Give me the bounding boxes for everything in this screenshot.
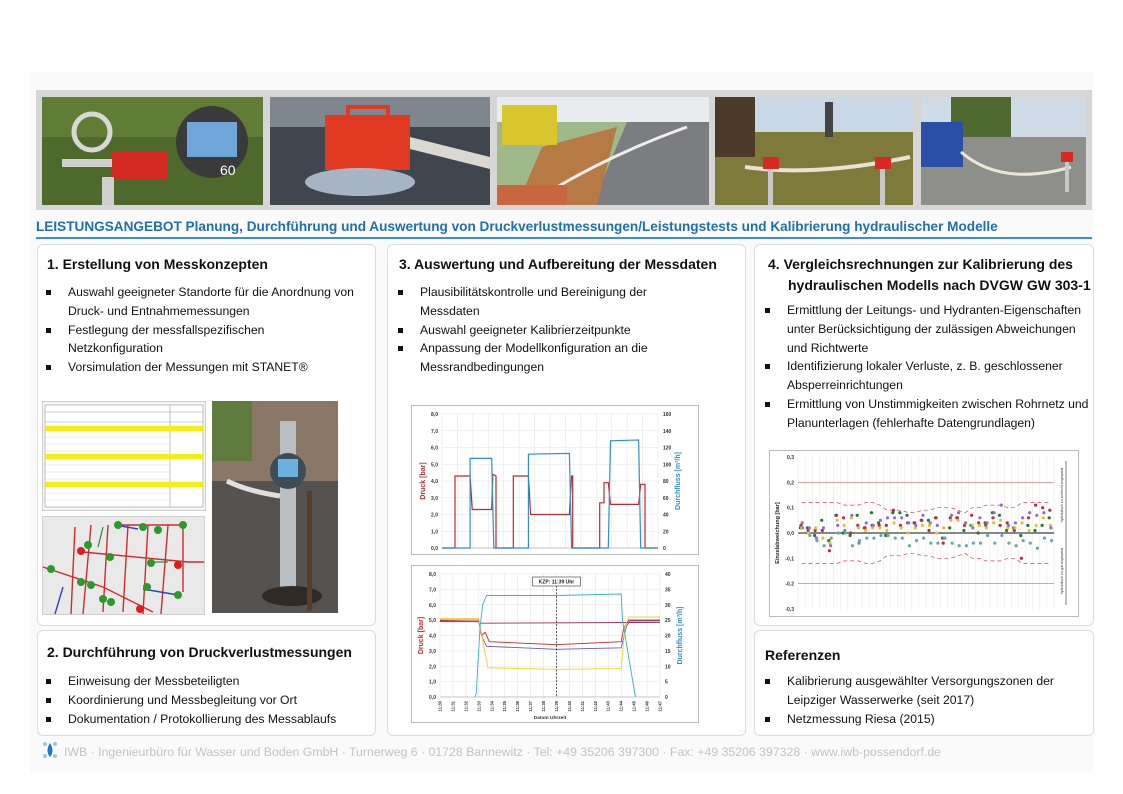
data-point: [849, 531, 852, 534]
data-point: [1029, 542, 1032, 545]
data-point: [992, 521, 995, 524]
standpipe-photo: [212, 401, 338, 613]
y2-tick-label: 0: [663, 546, 666, 552]
x-tick-label: 11:37: [528, 701, 534, 712]
list-item: Auswahl geeigneter Standorte für die Anordnung von Druck- und Entnahmemessungen: [42, 283, 362, 321]
data-point: [927, 519, 930, 522]
data-point: [901, 537, 904, 540]
list-item: Anpassung der Modellkonfiguration an die Messrandbedingungen: [394, 339, 694, 377]
data-point: [942, 542, 945, 545]
y-tick-label: 3,0: [431, 495, 438, 502]
data-point: [1035, 514, 1038, 517]
data-point: [1014, 521, 1017, 524]
x-tick-label: 11:30: [437, 701, 443, 712]
data-point: [993, 511, 996, 514]
data-point: [879, 519, 882, 522]
data-point: [815, 539, 818, 542]
data-point: [856, 514, 859, 517]
references-list: [761, 672, 1081, 728]
data-point: [977, 531, 980, 534]
data-point: [801, 526, 804, 529]
data-point: [978, 516, 981, 519]
data-point: [999, 524, 1002, 527]
section3-list: [394, 283, 694, 377]
panel-referenzen: [754, 630, 1094, 736]
data-point: [858, 539, 861, 542]
data-point: [971, 526, 974, 529]
y-axis-label: Druck [bar]: [420, 462, 427, 500]
data-point: [1000, 534, 1003, 537]
list-item: Dokumentation / Protokollierung des Messablaufs: [42, 710, 372, 729]
data-point: [886, 516, 889, 519]
y2-tick-label: 30: [665, 602, 671, 609]
data-point: [1049, 526, 1052, 529]
list-item: Einweisung der Messbeteiligten: [42, 672, 372, 691]
y2-tick-label: 120: [663, 445, 672, 452]
data-point: [948, 526, 951, 529]
data-point: [1022, 539, 1025, 542]
data-point: [958, 544, 961, 547]
data-point: [998, 514, 1001, 517]
data-point: [929, 542, 932, 545]
data-point: [936, 542, 939, 545]
data-point: [962, 529, 965, 532]
data-point: [837, 531, 840, 534]
data-point: [821, 537, 824, 540]
x-tick-label: 11:41: [579, 701, 585, 712]
data-point: [1042, 516, 1045, 519]
data-point: [857, 526, 860, 529]
data-point: [1043, 537, 1046, 540]
y2-tick-label: 25: [665, 618, 671, 625]
list-item: Vorsimulation der Messungen mit STANET®: [42, 358, 362, 377]
data-point: [872, 537, 875, 540]
y-tick-label: 8,0: [431, 412, 438, 418]
y-tick-label: 0,3: [787, 455, 794, 461]
x-tick-label: 11:45: [631, 701, 637, 712]
data-point: [985, 521, 988, 524]
y2-tick-label: 35: [665, 587, 671, 594]
data-point: [898, 511, 901, 514]
section4-list: [761, 301, 1091, 433]
data-point: [1041, 524, 1044, 527]
x-tick-label: 11:38: [541, 701, 547, 712]
y-tick-label: -0,2: [785, 581, 794, 588]
y-tick-label: 5,0: [431, 462, 438, 469]
data-point: [887, 534, 890, 537]
list-item: Ermittlung der Leitungs- und Hydranten-Eigenschaften unter Berücksichtigung der zulässigen Abweichungen und Richtwerte: [761, 301, 1091, 357]
street-hose-photo: [497, 97, 709, 205]
data-point: [828, 549, 831, 552]
data-point: [907, 521, 910, 524]
footer: [42, 741, 941, 762]
x-tick-label: 11:32: [463, 701, 469, 712]
data-point: [921, 514, 924, 517]
x-tick-label: 11:39: [553, 701, 559, 712]
y-tick-label: -0,3: [785, 607, 794, 613]
section2-list: [42, 672, 372, 728]
data-point: [801, 521, 804, 524]
data-point: [808, 526, 811, 529]
y-tick-label: 3,0: [429, 648, 436, 655]
data-point: [927, 529, 930, 532]
x-tick-label: 11:44: [618, 701, 624, 712]
list-item: Netzmessung Riesa (2015): [761, 710, 1081, 729]
x-tick-label: 11:43: [605, 701, 611, 712]
data-point: [1007, 542, 1010, 545]
data-point: [979, 542, 982, 545]
data-point: [836, 524, 839, 527]
data-point: [1019, 534, 1022, 537]
kzp-annotation-label: KZP: 11:39 Uhr: [538, 579, 575, 586]
data-point: [999, 519, 1002, 522]
section1-list: [42, 283, 362, 377]
data-point: [956, 519, 959, 522]
data-point: [900, 516, 903, 519]
data-point: [814, 526, 817, 529]
data-point: [850, 514, 853, 517]
y-tick-label: 1,0: [429, 679, 436, 686]
section1-title: 1. Erstellung von Messkonzepten: [47, 256, 268, 272]
data-point: [905, 514, 908, 517]
y2-tick-label: 100: [663, 462, 672, 469]
data-point: [892, 509, 895, 512]
data-point: [1048, 516, 1051, 519]
data-point: [851, 544, 854, 547]
data-point: [921, 524, 924, 527]
data-point: [893, 516, 896, 519]
data-point: [892, 521, 895, 524]
x-tick-label: 11:33: [476, 701, 482, 712]
data-point: [836, 519, 839, 522]
data-point: [894, 537, 897, 540]
y-tick-label: 2,0: [429, 664, 436, 671]
data-point: [813, 534, 816, 537]
data-point: [844, 531, 847, 534]
data-point: [843, 524, 846, 527]
data-point: [1013, 526, 1016, 529]
y-tick-label: 0,0: [431, 546, 438, 552]
y-tick-label: 0,1: [787, 505, 794, 512]
data-point: [1035, 524, 1038, 527]
y-tick-label: 4,0: [429, 633, 436, 640]
svg-text:60: 60: [220, 162, 236, 178]
data-point: [1036, 547, 1039, 550]
y-axis-label: Druck [bar]: [418, 616, 425, 655]
network-map: [42, 516, 205, 615]
list-item: Plausibilitätskontrolle und Bereinigung der Messdaten: [394, 283, 694, 321]
section4-title: 4. Vergleichsrechnungen zur Kalibrierung des hydraulischen Modells nach DVGW GW 303-1: [768, 256, 1091, 293]
data-point: [935, 516, 938, 519]
data-point: [885, 524, 888, 527]
data-point: [1021, 516, 1024, 519]
hydrant-meter-photo: [42, 97, 263, 205]
data-point: [872, 524, 875, 527]
y-tick-label: 7,0: [431, 428, 438, 435]
data-point: [878, 526, 881, 529]
data-point: [1041, 506, 1044, 509]
y2-tick-label: 20: [665, 633, 671, 640]
y2-tick-label: 15: [665, 648, 671, 655]
y-tick-label: 0,0: [429, 695, 436, 701]
x-tick-label: 11:46: [644, 701, 650, 712]
data-point: [820, 519, 823, 522]
x-tick-label: 11:34: [489, 701, 495, 712]
references-title: Referenzen: [765, 647, 841, 663]
y-tick-label: 1,0: [431, 529, 438, 536]
right-label-bottom: hydraulisch zu gut angepasst: [1060, 547, 1064, 595]
x-tick-label: 11:35: [502, 701, 508, 712]
y-tick-label: 0,2: [787, 480, 794, 487]
data-point: [908, 544, 911, 547]
y2-tick-label: 40: [663, 512, 669, 519]
data-point: [1015, 544, 1018, 547]
pressure-flow-chart-1: [411, 405, 699, 555]
y-tick-label: -0,1: [785, 556, 794, 563]
data-point: [823, 544, 826, 547]
data-point: [929, 521, 932, 524]
y-tick-label: 8,0: [429, 572, 436, 578]
water-outflow-photo: [270, 97, 490, 205]
x-tick-label: 11:42: [592, 701, 598, 712]
data-point: [978, 524, 981, 527]
panel-druckverlustmessungen: [37, 630, 376, 736]
data-point: [943, 537, 946, 540]
data-point: [991, 516, 994, 519]
data-point: [879, 534, 882, 537]
data-point: [1048, 509, 1051, 512]
data-point: [835, 514, 838, 517]
data-point: [986, 534, 989, 537]
data-point: [1028, 529, 1031, 532]
data-point: [1027, 516, 1030, 519]
data-point: [829, 544, 832, 547]
data-point: [885, 529, 888, 532]
data-point: [936, 524, 939, 527]
y2-tick-label: 5: [665, 679, 668, 686]
data-point: [949, 519, 952, 522]
y2-tick-label: 140: [663, 428, 672, 435]
data-point: [900, 526, 903, 529]
data-point: [830, 537, 833, 540]
data-point: [865, 537, 868, 540]
list-item: Kalibrierung ausgewählter Versorgungszonen der Leipziger Wasserwerke (seit 2017): [761, 672, 1081, 710]
y2-tick-label: 40: [665, 572, 671, 578]
data-point: [950, 514, 953, 517]
series-line-druck-1: [440, 620, 660, 645]
list-item: Ermittlung von Unstimmigkeiten zwischen Rohrnetz und Planunterlagen (fehlerhafte Datengrundlagen): [761, 395, 1091, 433]
section2-title: 2. Durchführung von Druckverlustmessungen: [47, 644, 352, 660]
y2-tick-label: 80: [663, 479, 669, 485]
data-point: [1000, 504, 1003, 507]
data-point: [1020, 521, 1023, 524]
data-point: [822, 526, 825, 529]
data-point: [1050, 539, 1053, 542]
data-point: [1007, 524, 1010, 527]
data-point: [1020, 557, 1023, 560]
data-point: [957, 511, 960, 514]
data-point: [842, 516, 845, 519]
pressure-flow-chart-2: [411, 565, 699, 723]
right-label-top: hydraulisch zu schlecht angepasst: [1060, 467, 1064, 523]
y2-tick-label: 160: [663, 412, 672, 418]
y-tick-label: 0,0: [787, 531, 794, 537]
park-hydrants-photo: [715, 97, 913, 205]
data-point: [985, 526, 988, 529]
deviation-scatter-chart: [769, 450, 1079, 617]
x-tick-label: 11:47: [657, 701, 663, 712]
x-tick-label: 11:36: [515, 701, 521, 712]
data-point: [972, 542, 975, 545]
footer-contact-text: IWB · Ingenieurbüro für Wasser und Boden GmbH · Turnerweg 6 · 01728 Bannewitz · Tel: +49 35206 397300 · Fax: +49 35206 397328 · www.iwb-possendorf.de: [64, 744, 941, 759]
data-point: [914, 524, 917, 527]
data-point: [965, 544, 968, 547]
y-tick-label: 6,0: [431, 445, 438, 452]
data-point: [951, 542, 954, 545]
y-axis-label: Einzelabweichung [bar]: [775, 502, 781, 564]
list-item: Auswahl geeigneter Kalibrierzeitpunkte: [394, 321, 694, 340]
list-item: Identifizierung lokaler Verluste, z. B. geschlossener Absperreinrichtungen: [761, 357, 1091, 395]
data-point: [864, 529, 867, 532]
x-axis-label: Datum Uhrzeit: [533, 716, 567, 721]
y-tick-label: 4,0: [431, 479, 438, 485]
y-tick-label: 6,0: [429, 602, 436, 609]
y2-axis-label: Durchfluss [m³/h]: [677, 606, 684, 665]
y2-tick-label: 60: [663, 495, 669, 502]
data-point: [942, 526, 945, 529]
y-tick-label: 2,0: [431, 512, 438, 519]
y-tick-label: 7,0: [429, 587, 436, 594]
data-point: [920, 519, 923, 522]
offer-title-banner: LEISTUNGSANGEBOT Planung, Durchführung und Auswertung von Druckverlustmessungen/Leistungstests und Kalibrierung hydraulischer Modelle: [36, 217, 1092, 239]
data-point: [870, 511, 873, 514]
section3-title: 3. Auswertung und Aufbereitung der Messdaten: [399, 256, 717, 272]
data-point: [808, 534, 811, 537]
y2-axis-label: Durchfluss [m³/h]: [675, 452, 682, 510]
measurement-protocol-table: [42, 401, 206, 511]
data-point: [865, 521, 868, 524]
list-item: Festlegung der messfallspezifischen Netzkonfiguration: [42, 321, 362, 359]
data-point: [1026, 524, 1029, 527]
x-tick-label: 11:31: [450, 701, 456, 712]
data-point: [993, 542, 996, 545]
data-point: [1042, 511, 1045, 514]
data-point: [907, 531, 910, 534]
data-point: [1033, 529, 1036, 532]
data-point: [964, 521, 967, 524]
y2-tick-label: 0: [665, 695, 668, 701]
y2-tick-label: 20: [663, 529, 669, 536]
data-point: [935, 531, 938, 534]
data-point: [970, 514, 973, 517]
data-point: [922, 537, 925, 540]
van-hydrant-photo: [921, 97, 1086, 205]
list-item: Koordinierung und Messbegleitung vor Ort: [42, 691, 372, 710]
y-tick-label: 5,0: [429, 618, 436, 625]
water-drop-logo-icon: [42, 741, 58, 762]
data-point: [1034, 504, 1037, 507]
data-point: [915, 539, 918, 542]
x-tick-label: 11:40: [566, 701, 572, 712]
y2-tick-label: 10: [665, 664, 671, 671]
data-point: [1028, 511, 1031, 514]
